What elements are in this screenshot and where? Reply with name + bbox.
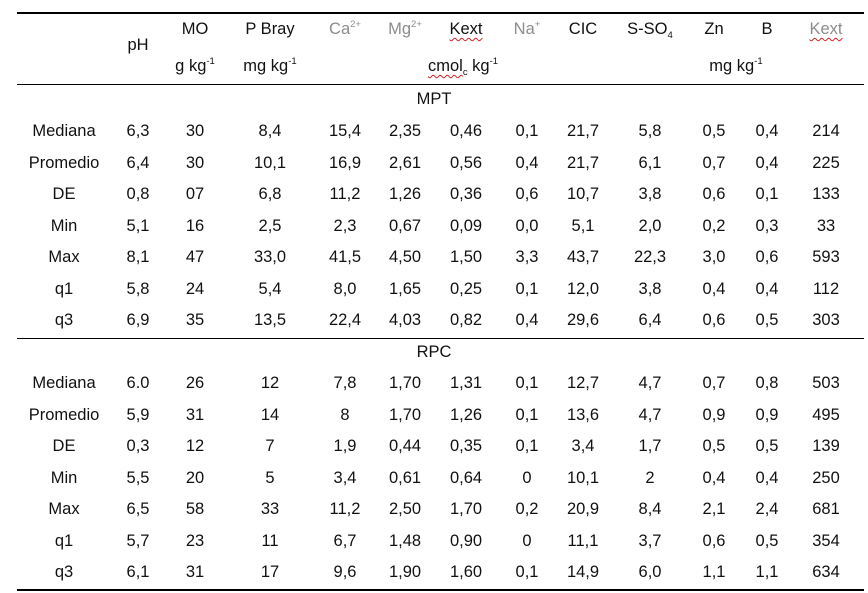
cell-mg: 4,50 — [388, 248, 422, 266]
cell-cic: 10,1 — [566, 468, 600, 487]
cell-cic: 13,6 — [566, 405, 600, 424]
cell-zn: 0,2 — [702, 216, 726, 235]
cell-pbray: 33 — [260, 500, 280, 518]
cell-sso4: 5,8 — [638, 122, 662, 140]
cell-b: 0,4 — [755, 153, 779, 172]
unit-mgkg: mg $kg^{-1}$ — [709, 56, 763, 75]
cell-b: 0,5 — [755, 531, 779, 550]
cell-mg: 2,50 — [388, 500, 422, 518]
section-title-mpt: MPT — [416, 90, 452, 108]
cell-mo: 31 — [185, 405, 205, 424]
cell-mg: 1,70 — [388, 405, 422, 424]
cell-b: 0,9 — [755, 405, 779, 424]
cell-sso4: 6,1 — [638, 153, 662, 172]
cell-zn: 1,1 — [702, 563, 726, 581]
cell-mo: 12 — [185, 437, 205, 455]
cell-ca: 6,7 — [333, 531, 357, 550]
cell-pbray: 12 — [260, 374, 280, 392]
cell-sso4: 4,7 — [638, 374, 662, 392]
cell-pbray: 17 — [260, 563, 280, 581]
cell-sso4: 3,8 — [638, 185, 662, 203]
cell-sso4: 6,4 — [638, 311, 662, 329]
cell-pbray: 5,4 — [258, 279, 282, 298]
cell-sso4: 3,8 — [638, 279, 662, 298]
cell-cic: 21,7 — [566, 122, 600, 140]
cell-mo: 07 — [185, 185, 205, 203]
cell-kext2: 225 — [812, 153, 840, 172]
cell-stat: q3 — [54, 311, 74, 329]
cell-ca: 2,3 — [333, 216, 357, 235]
cell-cic: 10,7 — [566, 185, 600, 203]
cell-mo: 26 — [185, 374, 205, 392]
section-title-rpc: RPC — [416, 343, 452, 361]
col-header-zn: Zn — [704, 20, 724, 38]
cell-ph: 0,8 — [126, 185, 150, 203]
cell-mg: 1,26 — [388, 185, 422, 203]
col-header-kext-2: Kext — [809, 20, 843, 38]
cell-kext2: 681 — [812, 500, 840, 518]
col-header-ca: $Ca^{2+}$ — [329, 19, 361, 38]
cell-kext: 1,70 — [449, 500, 483, 518]
cell-zn: 0,4 — [702, 468, 726, 487]
cell-pbray: 6,8 — [258, 185, 282, 203]
cell-mg: 1,48 — [388, 531, 422, 550]
cell-mg: 2,61 — [388, 153, 422, 172]
cell-pbray: 5 — [265, 468, 275, 487]
cell-b: 2,4 — [755, 500, 779, 518]
cell-na: 0 — [522, 468, 532, 487]
cell-zn: 0,4 — [702, 279, 726, 298]
cell-zn: 2,1 — [702, 500, 726, 518]
cell-cic: 12,7 — [566, 374, 600, 392]
cell-ph: 6,4 — [126, 153, 150, 172]
cell-zn: 0,6 — [702, 311, 726, 329]
cell-ph: 5,5 — [126, 468, 150, 487]
header-rule — [17, 84, 864, 85]
cell-na: 0,2 — [515, 500, 539, 518]
cell-zn: 0,6 — [702, 531, 726, 550]
col-header-cic: CIC — [568, 20, 598, 38]
cell-ca: 9,6 — [333, 563, 357, 581]
cell-na: 0,6 — [515, 185, 539, 203]
cell-ca: 11,2 — [329, 185, 361, 203]
cell-mo: 20 — [185, 468, 205, 487]
cell-pbray: 14 — [260, 405, 280, 424]
cell-kext: 0,82 — [449, 311, 483, 329]
cell-sso4: 3,7 — [638, 531, 662, 550]
cell-b: 0,4 — [755, 122, 779, 140]
cell-na: 0 — [522, 531, 532, 550]
section-divider-rule — [17, 338, 864, 339]
cell-na: 0,1 — [515, 437, 539, 455]
cell-kext: 0,35 — [449, 437, 483, 455]
col-header-b: B — [761, 20, 773, 38]
cell-stat: Max — [48, 248, 80, 266]
cell-ph: 6,9 — [126, 311, 150, 329]
cell-ca: 7,8 — [333, 374, 357, 392]
col-header-sso4: $S-SO_4$ — [627, 20, 673, 41]
cell-mg: 0,61 — [388, 468, 422, 487]
cell-mo: 31 — [185, 563, 205, 581]
cell-ph: 6,5 — [126, 500, 150, 518]
cell-ca: 8 — [340, 405, 350, 424]
cell-zn: 0,5 — [702, 122, 726, 140]
col-header-na: Na+ — [513, 19, 541, 38]
cell-b: 0,5 — [755, 311, 779, 329]
cell-kext2: 250 — [812, 468, 840, 487]
cell-sso4: 22,3 — [633, 248, 667, 266]
cell-kext: 1,60 — [449, 563, 483, 581]
cell-na: 0,0 — [515, 216, 539, 235]
cell-ph: 5,7 — [126, 531, 150, 550]
cell-b: 0,3 — [755, 216, 779, 235]
cell-b: 0,4 — [755, 279, 779, 298]
cell-kext2: 133 — [812, 185, 840, 203]
cell-cic: 29,6 — [566, 311, 600, 329]
cell-cic: 12,0 — [566, 279, 600, 298]
cell-kext: 0,64 — [449, 468, 483, 487]
cell-mo: 47 — [185, 248, 205, 266]
cell-cic: 20,9 — [566, 500, 600, 518]
cell-pbray: 8,4 — [258, 122, 282, 140]
cell-kext2: 112 — [812, 279, 840, 298]
top-rule — [17, 12, 864, 14]
cell-kext2: 139 — [812, 437, 840, 455]
cell-sso4: 8,4 — [638, 500, 662, 518]
cell-mo: 35 — [185, 311, 205, 329]
cell-mg: 0,44 — [388, 437, 422, 455]
col-header-ph: pH — [127, 36, 149, 54]
cell-cic: 43,7 — [566, 248, 600, 266]
cell-mo: 23 — [185, 531, 205, 550]
cell-ph: 5,8 — [126, 279, 150, 298]
cell-ph: 6.0 — [126, 374, 150, 392]
bottom-rule — [17, 589, 864, 591]
cell-kext2: 495 — [812, 405, 840, 424]
cell-mo: 30 — [185, 153, 205, 172]
cell-pbray: 2,5 — [258, 216, 282, 235]
cell-ca: 16,9 — [328, 153, 362, 172]
cell-na: 0,1 — [515, 122, 539, 140]
cell-zn: 0,5 — [702, 437, 726, 455]
cell-cic: 14,9 — [566, 563, 600, 581]
cell-ph: 8,1 — [126, 248, 150, 266]
cell-mg: 4,03 — [388, 311, 422, 329]
cell-na: 0,1 — [515, 374, 539, 392]
cell-stat: q1 — [54, 531, 74, 550]
cell-na: 3,3 — [515, 248, 539, 266]
cell-cic: 21,7 — [566, 153, 600, 172]
cell-pbray: 10,1 — [253, 153, 287, 172]
cell-na: 0,1 — [515, 405, 539, 424]
cell-mg: 1,70 — [388, 374, 422, 392]
cell-pbray: 7 — [265, 437, 275, 455]
col-header-mg: $Mg^{2+}$ — [388, 19, 422, 38]
cell-kext: 1,50 — [449, 248, 483, 266]
cell-stat: DE — [52, 185, 76, 203]
cell-ph: 5,9 — [126, 405, 150, 424]
cell-stat: Max — [48, 500, 80, 518]
cell-stat: Mediana — [32, 374, 96, 392]
cell-na: 0,4 — [515, 311, 539, 329]
cell-kext2: 503 — [812, 374, 840, 392]
cell-stat: q1 — [54, 279, 74, 298]
col-header-pbray: P Bray — [245, 20, 295, 38]
cell-b: 0,8 — [755, 374, 779, 392]
cell-kext: 0,09 — [449, 216, 483, 235]
cell-zn: 0,7 — [702, 374, 726, 392]
cell-ca: 3,4 — [333, 468, 357, 487]
cell-pbray: 33,0 — [253, 248, 287, 266]
cell-stat: Min — [50, 468, 78, 487]
cell-b: 0,5 — [755, 437, 779, 455]
cell-kext2: 593 — [812, 248, 840, 266]
cell-stat: DE — [52, 437, 76, 455]
cell-na: 0,1 — [515, 279, 539, 298]
col-header-kext: Kext — [449, 20, 483, 38]
cell-ph: 6,1 — [126, 563, 150, 581]
cell-sso4: 4,7 — [638, 405, 662, 424]
cell-stat: Promedio — [28, 405, 100, 424]
cell-ca: 15,4 — [328, 122, 362, 140]
cell-cic: 5,1 — [571, 216, 595, 235]
cell-ph: 6,3 — [126, 122, 150, 140]
cell-mg: 2,35 — [388, 122, 422, 140]
cell-b: 0,1 — [755, 185, 779, 203]
cell-na: 0,1 — [515, 563, 539, 581]
cell-kext2: 33 — [816, 216, 836, 235]
cell-mo: 24 — [185, 279, 205, 298]
cell-kext: 0,46 — [449, 122, 483, 140]
cell-kext: 1,26 — [449, 405, 483, 424]
cell-b: 0,4 — [755, 468, 779, 487]
cell-sso4: 6,0 — [638, 563, 662, 581]
cell-sso4: 2 — [645, 468, 655, 487]
cell-zn: 0,9 — [702, 405, 726, 424]
cell-ca: 1,9 — [333, 437, 357, 455]
cell-kext: 0,36 — [449, 185, 483, 203]
cell-zn: 3,0 — [702, 248, 726, 266]
cell-stat: Mediana — [32, 122, 96, 140]
cell-stat: Min — [50, 216, 78, 235]
cell-kext2: 354 — [812, 531, 840, 550]
col-header-mo: MO — [181, 20, 209, 38]
cell-kext2: 214 — [812, 122, 840, 140]
cell-cic: 11,1 — [567, 531, 599, 550]
cell-stat: q3 — [54, 563, 74, 581]
cell-ca: 8,0 — [333, 279, 357, 298]
cell-kext2: 303 — [812, 311, 840, 329]
cell-kext: 0,25 — [449, 279, 483, 298]
cell-pbray: 11 — [261, 531, 279, 550]
cell-mg: 0,67 — [388, 216, 422, 235]
cell-kext: 0,90 — [449, 531, 483, 550]
cell-kext2: 634 — [812, 563, 840, 581]
cell-mg: 1,90 — [388, 563, 422, 581]
unit-mo: g $kg^{-1}$ — [175, 56, 215, 75]
cell-zn: 0,6 — [702, 185, 726, 203]
cell-cic: 3,4 — [571, 437, 595, 455]
cell-kext: 0,56 — [449, 153, 483, 172]
unit-cmol: cmol$_c$ $kg^{-1}$ — [427, 56, 499, 78]
cell-mg: 1,65 — [388, 279, 422, 298]
cell-b: 0,6 — [755, 248, 779, 266]
cell-ca: 11,2 — [329, 500, 361, 518]
cell-ph: 0,3 — [126, 437, 150, 455]
cell-sso4: 1,7 — [638, 437, 662, 455]
cell-stat: Promedio — [28, 153, 100, 172]
cell-mo: 58 — [185, 500, 205, 518]
cell-ca: 41,5 — [328, 248, 362, 266]
cell-zn: 0,7 — [702, 153, 726, 172]
cell-sso4: 2,0 — [638, 216, 662, 235]
cell-mo: 16 — [185, 216, 205, 235]
cell-ca: 22,4 — [328, 311, 362, 329]
cell-mo: 30 — [185, 122, 205, 140]
cell-ph: 5,1 — [126, 216, 150, 235]
cell-pbray: 13,5 — [253, 311, 287, 329]
cell-kext: 1,31 — [449, 374, 483, 392]
unit-pbray: mg $kg^{-1}$ — [243, 56, 297, 75]
cell-na: 0,4 — [515, 153, 539, 172]
cell-b: 1,1 — [755, 563, 779, 581]
